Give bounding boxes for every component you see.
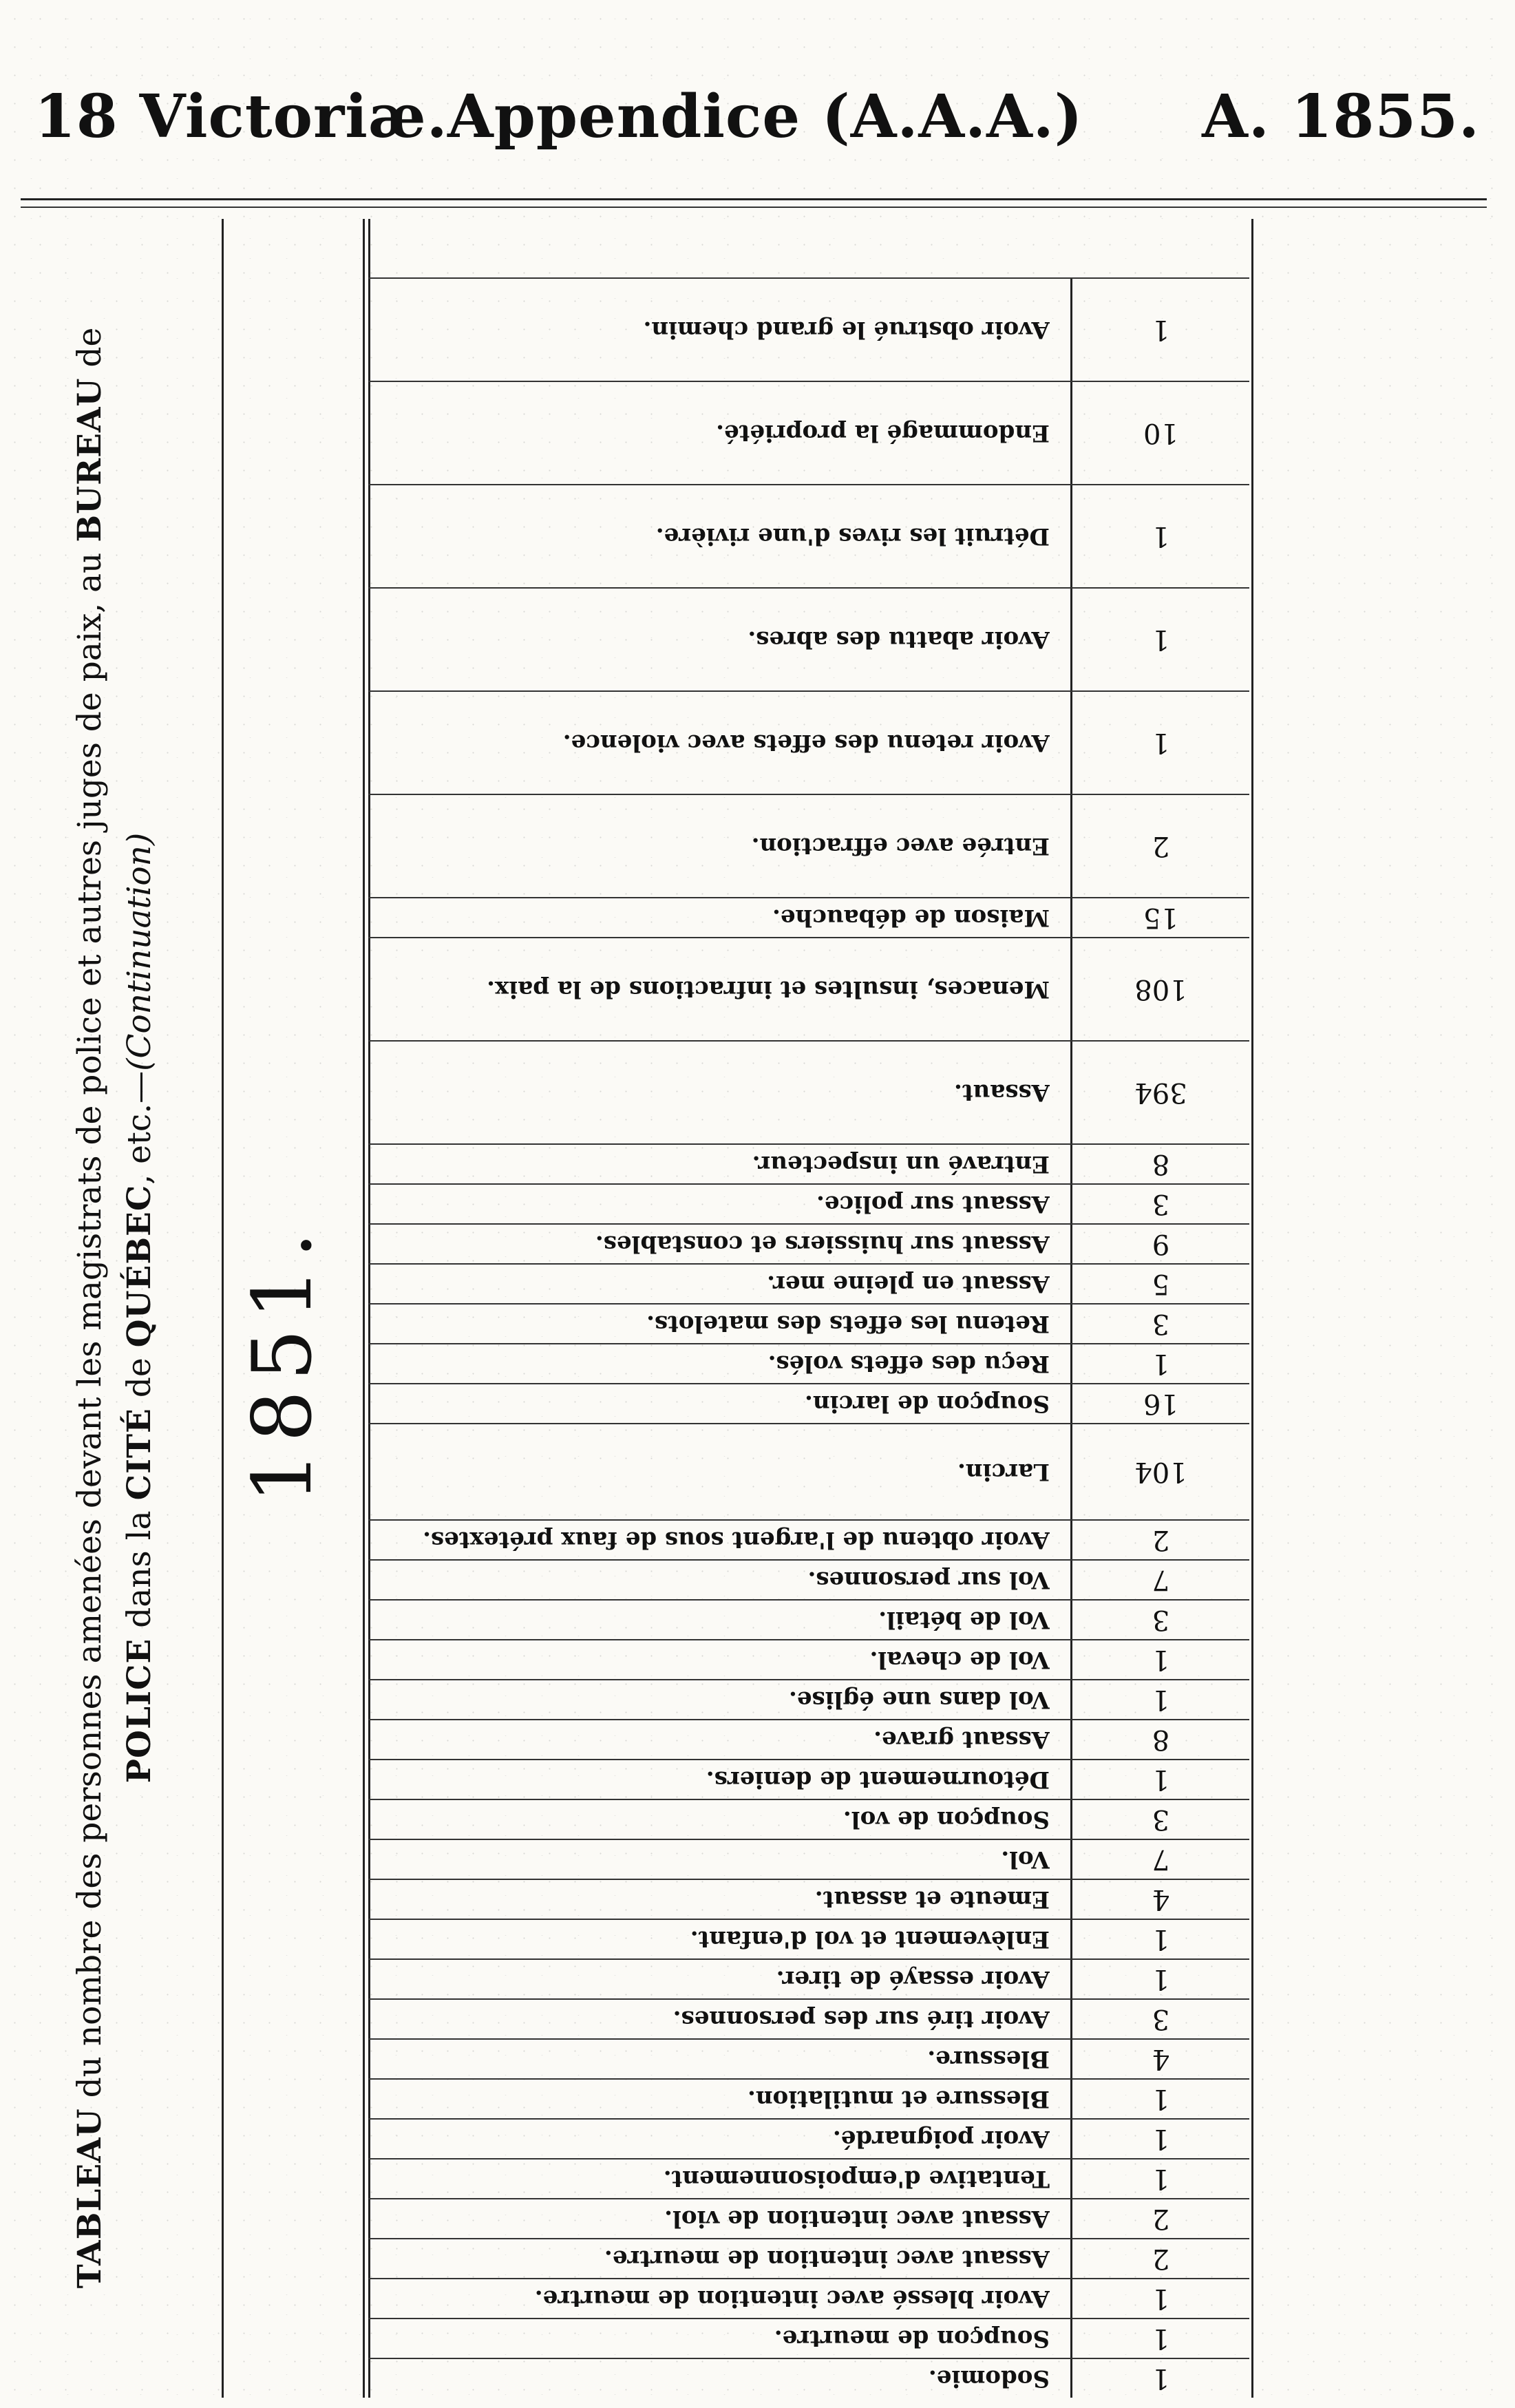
offence-label: Vol sur personnes. (807, 1566, 1050, 1594)
table-row (368, 2358, 1249, 2398)
table-row (368, 1839, 1249, 1879)
offence-count: 3 (1070, 1601, 1249, 1639)
offence-label: Vol dans une église. (789, 1686, 1050, 1713)
offence-label: Soupçon de meurtre. (774, 2325, 1050, 2352)
offence-label: Enlèvement et vol d'enfant. (690, 1925, 1050, 1953)
offence-count: 1 (1070, 485, 1249, 587)
table-row (368, 1183, 1249, 1223)
table-title-column (62, 220, 200, 2396)
table-row (368, 2198, 1249, 2238)
table-row (368, 2278, 1249, 2318)
header-rule-double (21, 207, 1487, 208)
offences-table (368, 219, 1249, 2398)
title-etc: , etc.— (120, 1070, 158, 1185)
offence-label: Maison de débauche. (772, 904, 1050, 931)
table-row (368, 1679, 1249, 1719)
table-row (368, 937, 1249, 1040)
offence-count: 394 (1070, 1042, 1249, 1143)
table-row (368, 484, 1249, 587)
offence-label: Retenu les effets des matelots. (646, 1310, 1050, 1338)
table-row (368, 1719, 1249, 1759)
offence-label: Avoir abattu des abres. (748, 626, 1050, 653)
offence-label: Avoir retenu des effets avec violence. (562, 729, 1050, 757)
table-row (368, 2078, 1249, 2118)
offence-count: 1 (1070, 589, 1249, 690)
title-continuation: (Continuation) (120, 832, 158, 1071)
header-rule (21, 198, 1487, 200)
header-appendix: Appendice (A.A.A.) (447, 82, 1083, 151)
offence-count: 1 (1070, 2359, 1249, 2398)
table-row (368, 1958, 1249, 1998)
table-title (65, 234, 196, 2382)
title-line-1 (65, 234, 115, 2382)
title-quebec: QUÉBEC (120, 1184, 158, 1348)
table-row (368, 794, 1249, 897)
table-border-right (1251, 219, 1253, 2398)
offence-label: Avoir obtenu de l'argent sous de faux prétextes. (423, 1526, 1050, 1554)
offence-label: Avoir tiré sur des personnes. (672, 2005, 1050, 2033)
offence-label: Assaut sur huissiers et constables. (595, 1230, 1050, 1258)
offence-count: 1 (1070, 1920, 1249, 1958)
offence-label: Assaut sur police. (816, 1190, 1050, 1218)
offence-label: Entravé un inspecteur. (752, 1150, 1050, 1178)
offence-label: Vol. (1001, 1846, 1050, 1873)
table-row (368, 1599, 1249, 1639)
offence-count: 3 (1070, 1800, 1249, 1839)
offence-label: Blessure et mutilation. (748, 2085, 1050, 2113)
offence-label: Emeute et assaut. (814, 1886, 1050, 1913)
year-label: 1851. (235, 1223, 330, 1503)
title-bureau: BUREAU (71, 377, 109, 542)
offence-label: Avoir obstrué le grand chemin. (643, 316, 1050, 344)
table-row (368, 690, 1249, 794)
offence-label: Blessure. (927, 2045, 1050, 2073)
page-header (28, 76, 1487, 172)
offence-count: 1 (1070, 2319, 1249, 2358)
offence-count: 1 (1070, 1640, 1249, 1679)
offence-label: Soupçon de larcin. (805, 1390, 1050, 1417)
table-row (368, 1998, 1249, 2038)
title-line-2 (115, 234, 165, 2382)
offence-count: 8 (1070, 1145, 1249, 1183)
offence-count: 1 (1070, 2279, 1249, 2318)
offence-count: 4 (1070, 2040, 1249, 2078)
offence-count: 3 (1070, 2000, 1249, 2038)
table-row (368, 1303, 1249, 1343)
offence-label: Reçu des effets volés. (767, 1350, 1050, 1377)
offence-label: Détournement de deniers. (706, 1766, 1050, 1793)
table-row (368, 1559, 1249, 1599)
table-row (368, 1639, 1249, 1679)
table-border-left (363, 219, 365, 2398)
offence-count: 1 (1070, 1680, 1249, 1719)
table-row (368, 1919, 1249, 1958)
offence-label: Endommagé la propriété. (716, 419, 1050, 447)
offence-count: 1 (1070, 2159, 1249, 2198)
offence-count: 108 (1070, 938, 1249, 1040)
title-police: POLICE (120, 1638, 158, 1784)
table-row (368, 2318, 1249, 2358)
offence-label: Menaces, insultes et infractions de la paix. (487, 975, 1050, 1003)
offence-count: 2 (1070, 2199, 1249, 2238)
offence-label: Assaut avec intention de viol. (664, 2205, 1050, 2232)
title-lead: TABLEAU (71, 2108, 109, 2289)
offence-count: 1 (1070, 1760, 1249, 1799)
table-row (368, 2238, 1249, 2278)
offence-count: 2 (1070, 795, 1249, 897)
table-row (368, 2158, 1249, 2198)
offence-count: 3 (1070, 1185, 1249, 1223)
offence-count: 1 (1070, 1344, 1249, 1383)
offence-label: Larcin. (957, 1458, 1050, 1486)
table-row (368, 1143, 1249, 1183)
offence-label: Vol de cheval. (869, 1646, 1050, 1673)
offence-count: 2 (1070, 2239, 1249, 2278)
title-de: de (71, 327, 109, 378)
offence-label: Détruit les rives d'une rivière. (655, 522, 1050, 550)
table-row (368, 1423, 1249, 1519)
header-session: 18 Victoriæ. (34, 82, 448, 151)
title-description: du nombre des personnes amenées devant les magistrats de police et autres juges de paix, au (71, 542, 109, 2109)
offence-count: 7 (1070, 1561, 1249, 1599)
title-cite: CITÉ (120, 1408, 158, 1501)
offence-count: 104 (1070, 1424, 1249, 1519)
offence-label: Assaut en pleine mer. (767, 1270, 1050, 1298)
table-row (368, 381, 1249, 484)
offence-label: Avoir poignardé. (832, 2125, 1050, 2153)
offence-label: Tentative d'empoisonnement. (663, 2165, 1050, 2193)
offence-label: Sodomie. (928, 2365, 1050, 2392)
table-row (368, 1759, 1249, 1799)
offence-count: 16 (1070, 1384, 1249, 1423)
offence-count: 1 (1070, 1960, 1249, 1998)
table-row (368, 1799, 1249, 1839)
table-row (368, 1519, 1249, 1559)
offence-count: 15 (1070, 898, 1249, 937)
offence-label: Soupçon de vol. (843, 1806, 1050, 1833)
year-column (220, 220, 344, 2396)
table-row (368, 1263, 1249, 1303)
offence-label: Entrée avec effraction. (751, 832, 1050, 860)
offence-count: 1 (1070, 2080, 1249, 2118)
table-row (368, 1040, 1249, 1143)
offence-count: 7 (1070, 1840, 1249, 1879)
offence-count: 8 (1070, 1720, 1249, 1759)
title-dans-la: dans la (120, 1500, 158, 1638)
table-row (368, 277, 1249, 381)
offence-count: 3 (1070, 1305, 1249, 1343)
offence-count: 1 (1070, 2120, 1249, 2158)
table-row (368, 1223, 1249, 1263)
offences-table-body (368, 219, 1249, 2398)
offence-count: 1 (1070, 692, 1249, 794)
table-row (368, 1383, 1249, 1423)
table-row (368, 587, 1249, 690)
offence-count: 2 (1070, 1521, 1249, 1559)
offence-label: Assaut avec intention de meurtre. (604, 2245, 1050, 2272)
offence-label: Assaut grave. (873, 1726, 1050, 1753)
table-row (368, 2118, 1249, 2158)
offence-count: 1 (1070, 279, 1249, 381)
title-de-2: de (120, 1347, 158, 1408)
offence-count: 10 (1070, 382, 1249, 484)
offence-count: 9 (1070, 1225, 1249, 1263)
offence-label: Assaut. (954, 1079, 1050, 1106)
header-year: A. 1855. (1202, 82, 1480, 151)
offence-count: 5 (1070, 1265, 1249, 1303)
table-row (368, 897, 1249, 937)
offence-label: Avoir essayé de tirer. (776, 1965, 1050, 1993)
offence-label: Vol de bétail. (878, 1606, 1050, 1634)
table-row (368, 2038, 1249, 2078)
offence-count: 4 (1070, 1880, 1249, 1919)
table-row (368, 1879, 1249, 1919)
table-row (368, 1343, 1249, 1383)
offence-label: Avoir blessé avec intention de meurtre. (534, 2285, 1050, 2312)
